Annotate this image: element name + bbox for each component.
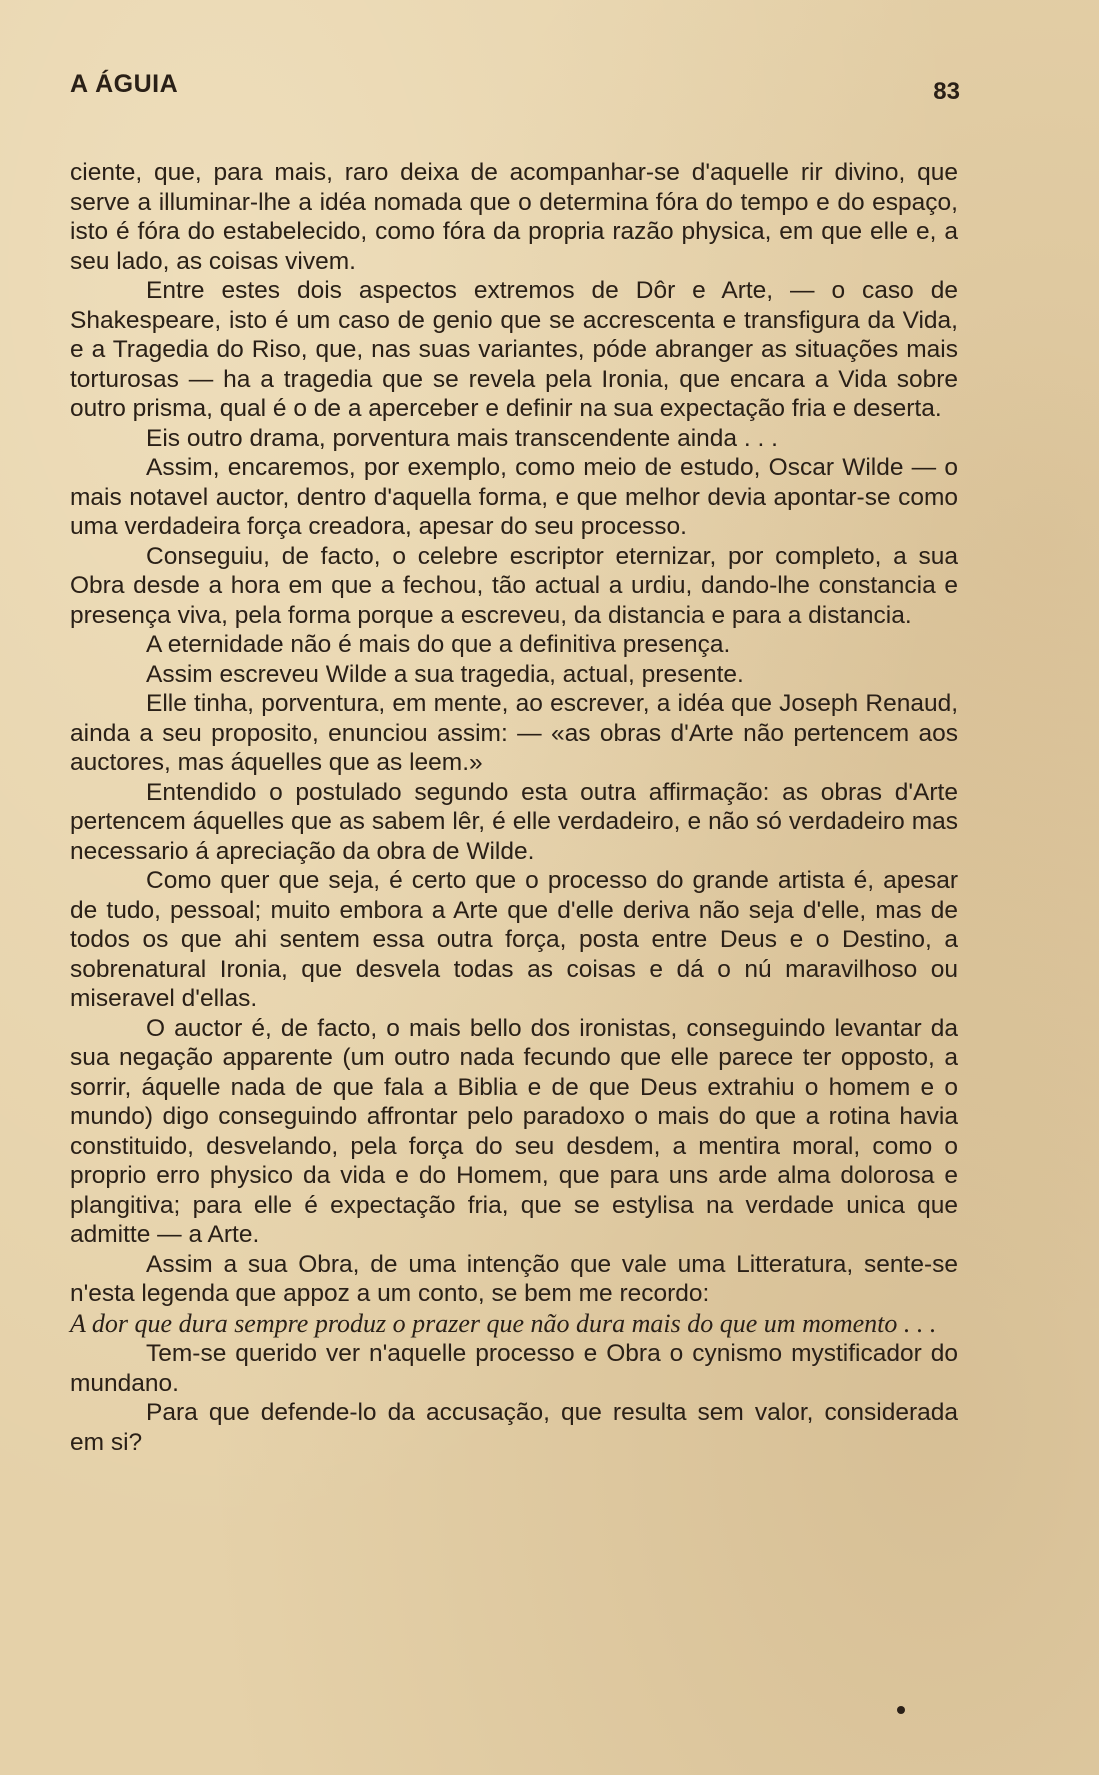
paragraph: Entendido o postulado segundo esta outra affirmação: as obras d'Arte pertencem áquelles que as sabem lêr, é elle verdadeiro, e não só verdadeiro mas necessario á apreciação da obra de Wilde. [70, 778, 958, 865]
page-number: 83 [933, 78, 960, 105]
paragraph: O auctor é, de facto, o mais bello dos ironistas, conseguindo levantar da sua negação apparente (um outro nada fecundo que elle parece ter opposto, a sorrir, áquelle nada de que fala a Biblia e de que Deus extrahiu o homem e o mundo) digo conseguindo affrontar pelo paradoxo o mais do que a rotina havia constituido, desvelando, pela força do seu desdem, a mentira moral, como o proprio erro physico da vida e do Homem, que para uns arde alma dolorosa e plangitiva; para elle é expectação fria, que se estylisa na verdade unica que admitte — a Arte. [70, 1014, 958, 1248]
quoted-epigram [70, 1309, 958, 1340]
paragraph: Assim a sua Obra, de uma intenção que vale uma Litteratura, sente-se n'esta legenda que appoz a um conto, se bem me recordo: [70, 1250, 958, 1307]
epigram-text: A dor que dura sempre produz o prazer que não dura mais do que um momento . . . [70, 1308, 937, 1338]
paragraph: ciente, que, para mais, raro deixa de acompanhar-se d'aquelle rir divino, que serve a illuminar-lhe a idéa nomada que o determina fóra do tempo e do espaço, isto é fóra do estabelecido, como fóra da propria razão physica, em que elle e, a seu lado, as coisas vivem. [70, 159, 958, 275]
end-ornament [897, 1706, 905, 1714]
paragraph: Entre estes dois aspectos extremos de Dôr e Arte, — o caso de Shakespeare, isto é um caso de genio que se accrescenta e transfigura da Vida, e a Tragedia do Riso, que, nas suas variantes, póde abranger as situações mais torturosas — ha a tragedia que se revela pela Ironia, que encara a Vida sobre outro prisma, qual é o de a aperceber e definir na sua expectação fria e deserta. [70, 277, 958, 422]
body-text [70, 158, 958, 1457]
paragraph: Conseguiu, de facto, o celebre escriptor eternizar, por completo, a sua Obra desde a hora em que a fechou, tão actual a urdiu, dando-lhe constancia e presença viva, pela forma porque a escreveu, da distancia e para a distancia. [70, 542, 958, 629]
paragraph: Eis outro drama, porventura mais transcendente ainda . . . [146, 424, 778, 452]
paragraph: Para que defende-lo da accusação, que resulta sem valor, considerada em si? [70, 1399, 958, 1456]
paragraph: Elle tinha, porventura, em mente, ao escrever, a idéa que Joseph Renaud, ainda a seu proposito, enunciou assim: — «as obras d'Arte não pertencem aos auctores, mas áquelles que as leem.» [70, 690, 958, 776]
paragraph: Tem-se querido ver n'aquelle processo e Obra o cynismo mystificador do mundano. [70, 1340, 958, 1397]
page-header [70, 70, 960, 110]
paragraph: A eternidade não é mais do que a definitiva presença. [146, 631, 731, 658]
running-title: A ÁGUIA [70, 70, 179, 98]
paragraph: Assim escreveu Wilde a sua tragedia, actual, presente. [146, 660, 744, 688]
paragraph: Assim, encaremos, por exemplo, como meio de estudo, Oscar Wilde — o mais notavel auctor, dentro d'aquella forma, e que melhor devia apontar-se como uma verdadeira força creadora, apesar do seu processo. [70, 454, 958, 540]
paragraph: Como quer que seja, é certo que o processo do grande artista é, apesar de tudo, pessoal; muito embora a Arte que d'elle deriva não seja d'elle, mas de todos os que ahi sentem essa outra força, posta entre Deus e o Destino, a sobrenatural Ironia, que desvela todas as coisas e dá o nú maravilhoso ou miseravel d'ellas. [70, 867, 958, 1012]
